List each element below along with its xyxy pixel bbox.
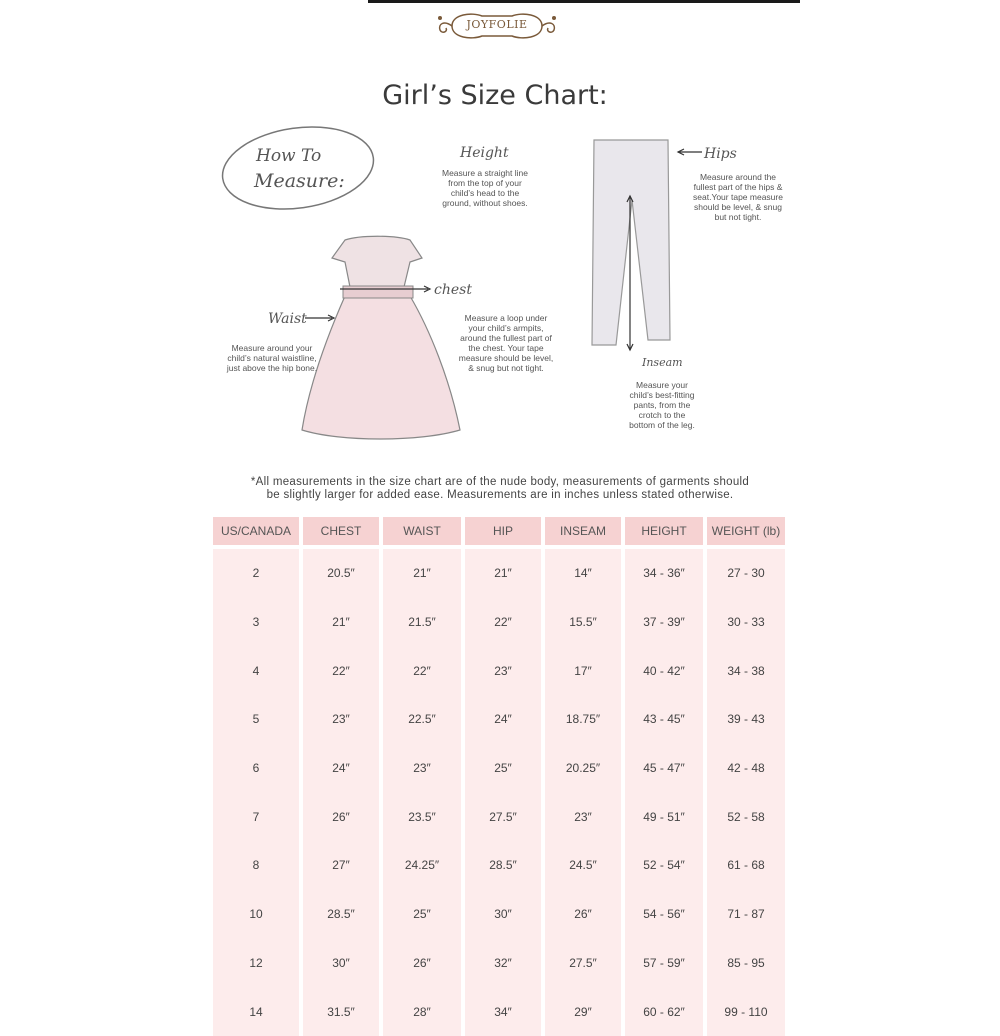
cell-size: 7 [213,792,303,841]
cell-waist: 23.5″ [383,792,465,841]
cell-height: 49 - 51″ [625,792,707,841]
inseam-label: Inseam [642,356,683,369]
cell-chest: 23″ [303,695,383,744]
cell-waist: 21″ [383,549,465,598]
cell-hip: 34″ [465,987,545,1036]
cell-waist: 28″ [383,987,465,1036]
cell-height: 57 - 59″ [625,939,707,988]
chest-label: chest [434,282,472,298]
cell-inseam: 23″ [545,792,625,841]
cell-size: 5 [213,695,303,744]
table-row [213,598,785,647]
cell-weight: 52 - 58 [707,792,785,841]
cell-waist: 26″ [383,939,465,988]
cell-weight: 27 - 30 [707,549,785,598]
measure-illustrations [0,0,1000,470]
cell-weight: 42 - 48 [707,744,785,793]
header-waist: WAIST [383,517,465,549]
table-row [213,744,785,793]
cell-size: 4 [213,646,303,695]
cell-hip: 27.5″ [465,792,545,841]
cell-size: 3 [213,598,303,647]
table-row [213,890,785,939]
cell-weight: 61 - 68 [707,841,785,890]
cell-chest: 28.5″ [303,890,383,939]
cell-height: 43 - 45″ [625,695,707,744]
cell-chest: 26″ [303,792,383,841]
chest-description: Measure a loop under your child’s armpits, around the fullest part of the chest. Your tape measure should be level, & snug but not tight. [458,313,554,373]
header-weight: WEIGHT (lb) [707,517,785,549]
cell-waist: 21.5″ [383,598,465,647]
cell-chest: 31.5″ [303,987,383,1036]
table-row [213,841,785,890]
dress-icon [302,236,460,439]
cell-hip: 22″ [465,598,545,647]
cell-hip: 24″ [465,695,545,744]
cell-height: 37 - 39″ [625,598,707,647]
cell-waist: 24.25″ [383,841,465,890]
header-us-canada: US/CANADA [213,517,303,549]
measure-label: Measure: [254,170,345,192]
cell-chest: 21″ [303,598,383,647]
cell-inseam: 14″ [545,549,625,598]
cell-chest: 24″ [303,744,383,793]
logo-text: JOYFOLIE [466,18,528,31]
cell-size: 10 [213,890,303,939]
page-title: Girl’s Size Chart: [382,80,608,111]
table-row [213,792,785,841]
cell-hip: 28.5″ [465,841,545,890]
cell-size: 8 [213,841,303,890]
cell-height: 34 - 36″ [625,549,707,598]
cell-weight: 30 - 33 [707,598,785,647]
cell-waist: 22.5″ [383,695,465,744]
hips-label: Hips [704,146,737,162]
cell-chest: 27″ [303,841,383,890]
height-label: Height [460,145,509,161]
waist-description: Measure around your child’s natural waistline, just above the hip bone. [226,343,318,373]
how-to-label: How To [256,146,322,166]
table-header-row [213,517,785,549]
table-row [213,549,785,598]
hips-description: Measure around the fullest part of the hips & seat.Your tape measure should be level, & snug but not tight. [693,172,783,222]
table-row [213,646,785,695]
cell-inseam: 15.5″ [545,598,625,647]
cell-height: 40 - 42″ [625,646,707,695]
cell-inseam: 20.25″ [545,744,625,793]
cell-height: 52 - 54″ [625,841,707,890]
cell-size: 12 [213,939,303,988]
cell-height: 60 - 62″ [625,987,707,1036]
note-line-2: be slightly larger for added ease. Measurements are in inches unless stated otherwise. [266,489,734,501]
cell-inseam: 27.5″ [545,939,625,988]
table-row [213,939,785,988]
measurement-note [200,476,800,502]
height-description: Measure a straight line from the top of your child’s head to the ground, without shoes. [442,168,528,208]
cell-chest: 22″ [303,646,383,695]
cell-inseam: 29″ [545,987,625,1036]
cell-height: 54 - 56″ [625,890,707,939]
header-inseam: INSEAM [545,517,625,549]
header-chest: CHEST [303,517,383,549]
cell-weight: 71 - 87 [707,890,785,939]
note-line-1: *All measurements in the size chart are of the nude body, measurements of garments should [250,476,750,488]
cell-waist: 23″ [383,744,465,793]
cell-weight: 99 - 110 [707,987,785,1036]
cell-weight: 39 - 43 [707,695,785,744]
cell-weight: 85 - 95 [707,939,785,988]
cell-inseam: 26″ [545,890,625,939]
cell-hip: 32″ [465,939,545,988]
cell-height: 45 - 47″ [625,744,707,793]
cell-inseam: 18.75″ [545,695,625,744]
cell-hip: 23″ [465,646,545,695]
inseam-description: Measure your child’s best-fitting pants, from the crotch to the bottom of the leg. [629,380,695,430]
table-row [213,695,785,744]
cell-chest: 30″ [303,939,383,988]
table-row [213,987,785,1036]
cell-size: 14 [213,987,303,1036]
cell-waist: 22″ [383,646,465,695]
how-to-bubble-icon [217,118,379,218]
cell-chest: 20.5″ [303,549,383,598]
cell-size: 2 [213,549,303,598]
cell-hip: 21″ [465,549,545,598]
cell-inseam: 24.5″ [545,841,625,890]
cell-hip: 25″ [465,744,545,793]
size-chart-table [213,517,785,1036]
cell-inseam: 17″ [545,646,625,695]
cell-weight: 34 - 38 [707,646,785,695]
header-hip: HIP [465,517,545,549]
cell-size: 6 [213,744,303,793]
cell-waist: 25″ [383,890,465,939]
cell-hip: 30″ [465,890,545,939]
header-height: HEIGHT [625,517,707,549]
waist-label: Waist [268,311,307,327]
